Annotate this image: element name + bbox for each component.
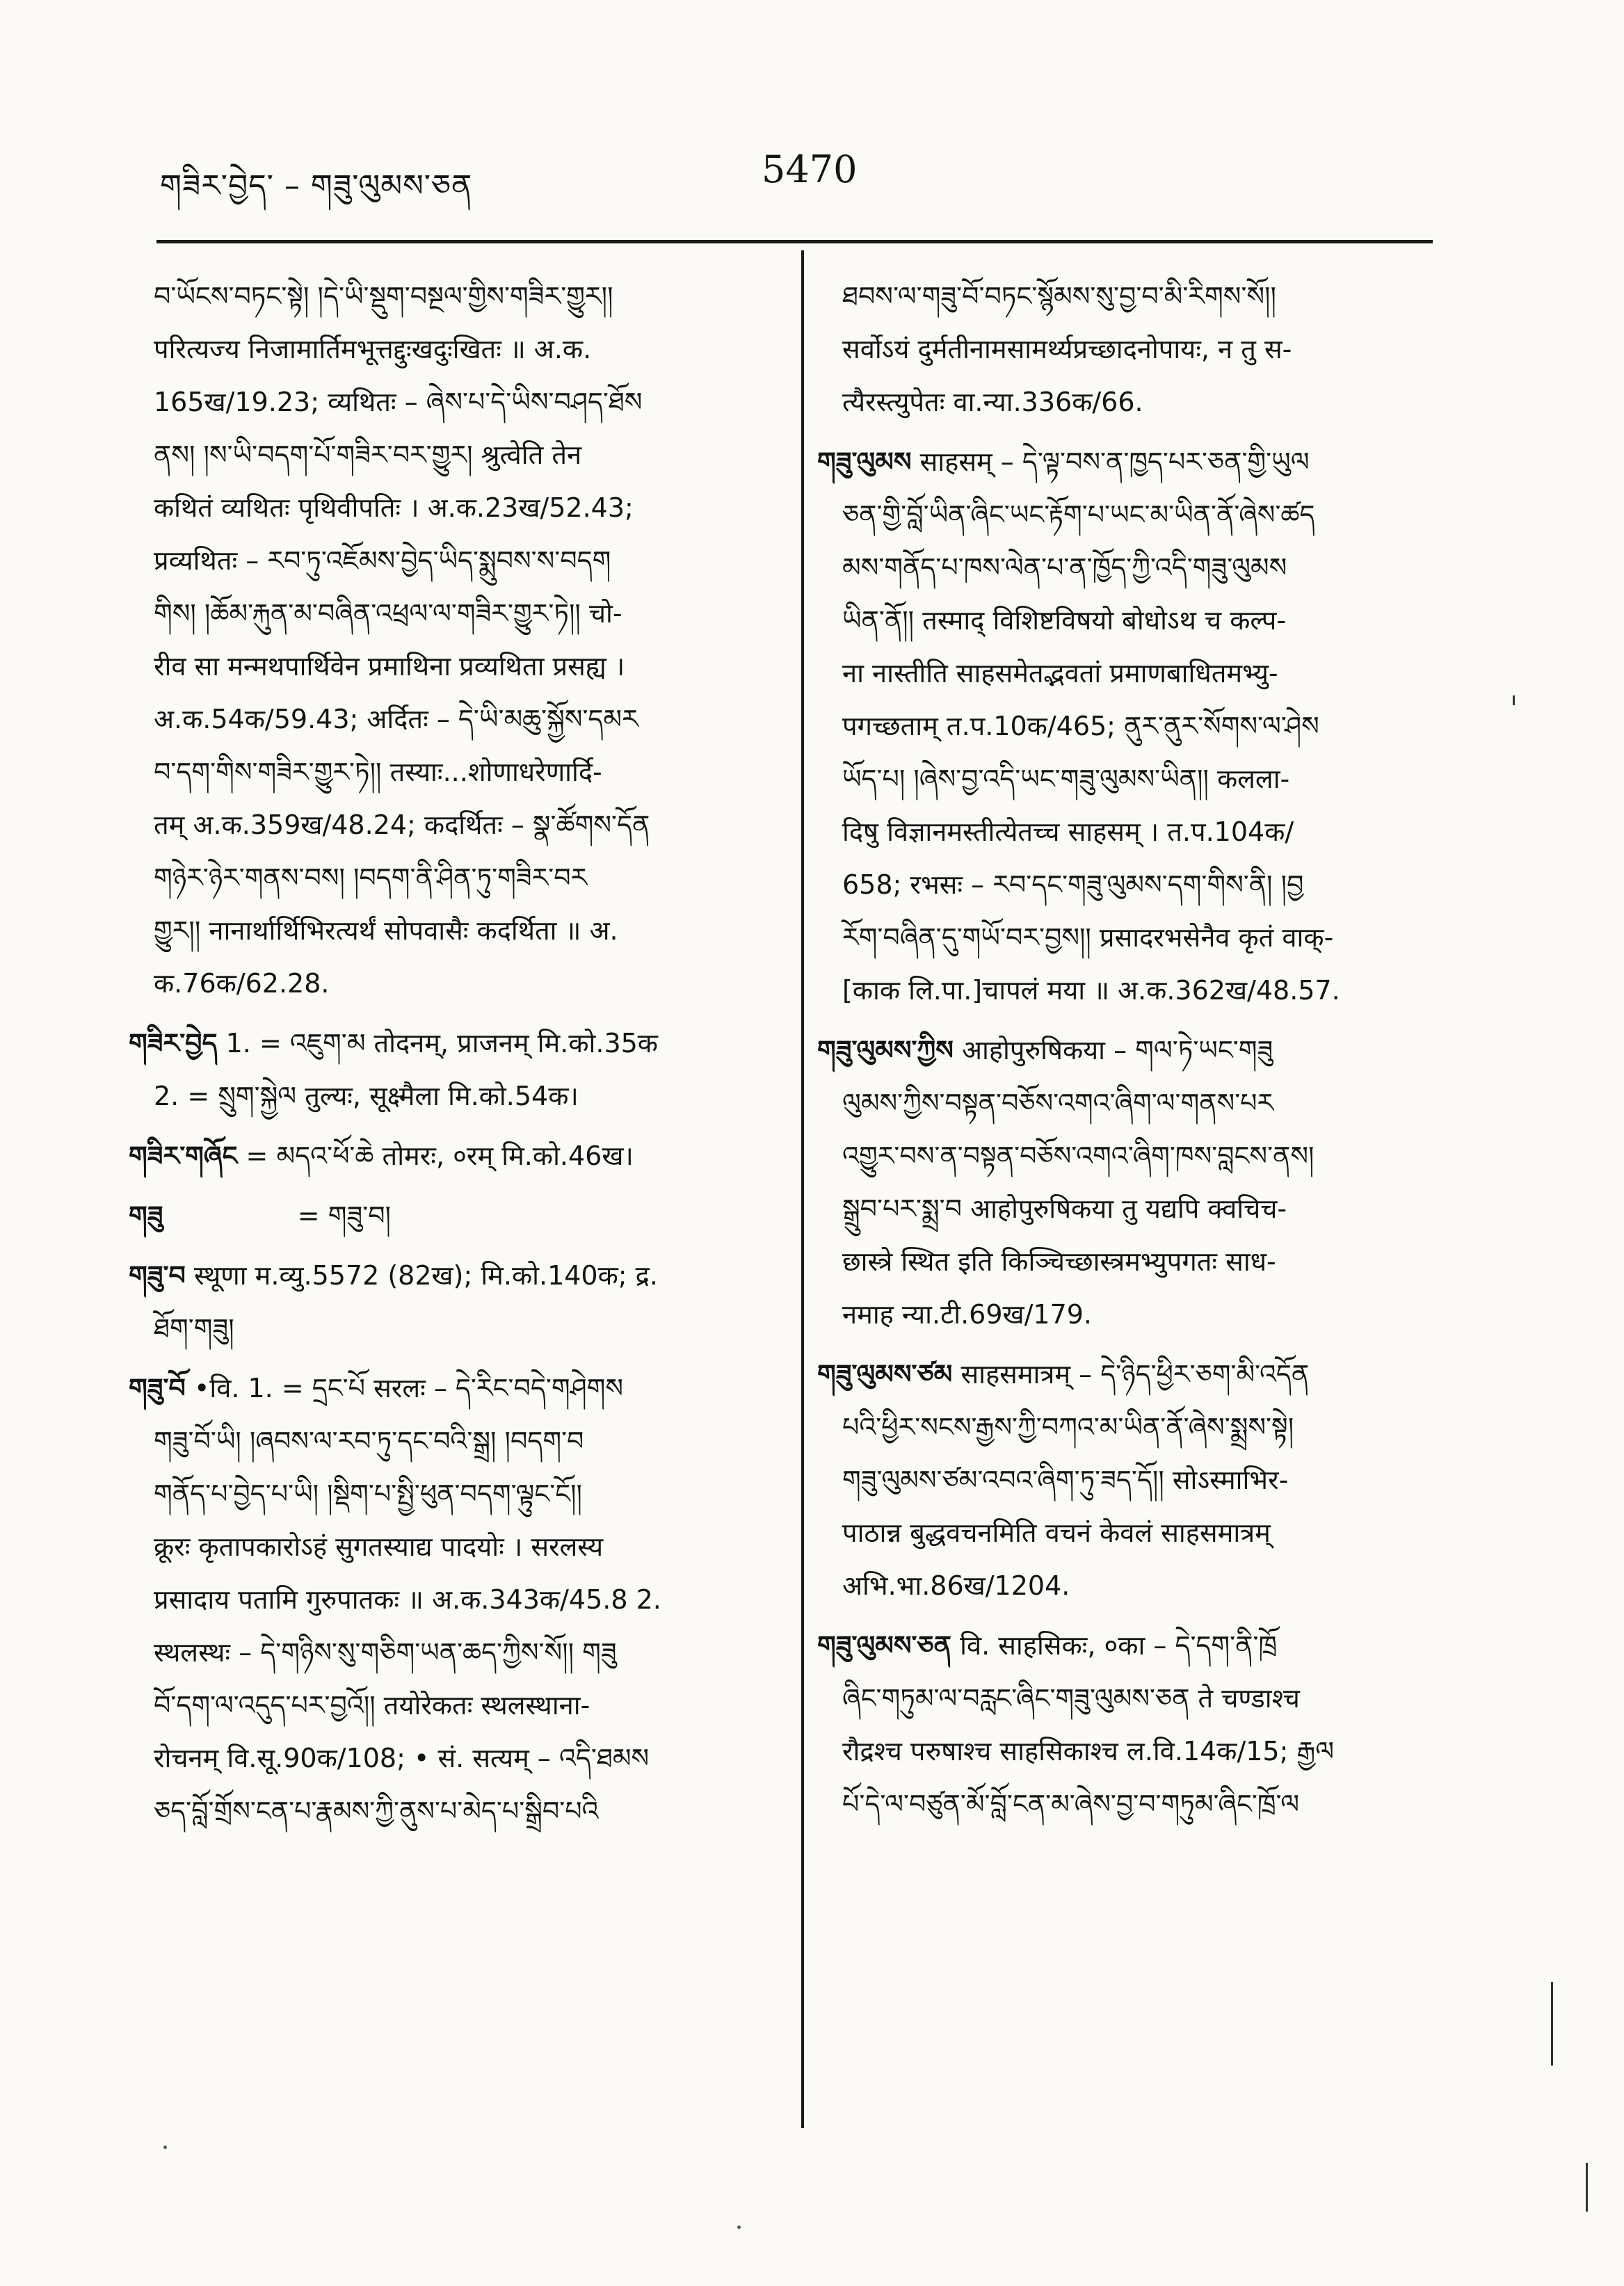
entry-gzu-lums	[817, 435, 1436, 1017]
entry-line: आहोपुरुषिकया – གལ་ཏེ་ཡང་གཟུ	[961, 1035, 1273, 1065]
entry-line: པོ་དེ་ལ་བཙུན་མོ་བློ་ངན་མ་ཞེས་བྱ་བ་གཏུམ་ཞིང་ཁྲོ་ལ	[842, 1789, 1300, 1819]
entry-line: तम् अ.क.359ख/48.24; कदर्थितः – སྣ་ཚོགས་དོན	[154, 810, 650, 840]
entry-line: रीव सा मन्मथपार्थिवेन प्रमाथिना प्रव्यथिता प्रसह्य ।	[154, 651, 625, 682]
entry-gzu-ba	[129, 1249, 769, 1355]
entry-line: •वि. 1. = དྲང་པོ सरलः – དེ་རིང་བདེ་གཤེགས	[193, 1373, 623, 1403]
entry-line: क.76क/62.28.	[154, 968, 330, 999]
entry-line: = གཟུ་བ།	[297, 1200, 391, 1231]
entry-line: གིས། །ཆོམ་རྐུན་མ་བཞིན་འཕྲལ་ལ་གཟིར་གྱུར་ཏེ།། चो-	[154, 598, 622, 629]
scan-speck	[737, 2225, 741, 2229]
headword: གཟུ	[129, 1200, 163, 1231]
entry-line: མས་གནོད་པ་ཁས་ལེན་པ་ན་ཁྱོད་ཀྱི་འདི་གཟུ་ལུམས	[842, 552, 1287, 583]
entry-line: कथितं व्यथितः पृथिवीपतिः । अ.क.23ख/52.43;	[154, 492, 634, 523]
entry-line: त्यैरस्त्युपेतः वा.न्या.336क/66.	[842, 387, 1143, 417]
entry-line: रोचनम् वि.सू.90क/108; • सं. सत्यम् – འདི་ཐམས	[154, 1743, 650, 1773]
entry-line: सर्वोऽयं दुर्मतीनामसामर्थ्यप्रच्छादनोपायः, न तु स-	[842, 334, 1292, 364]
header-rule	[156, 240, 1433, 243]
entry-line: = མདའ་ཕོ་ཆེ तोमरः, ०रम् मि.को.46ख।	[246, 1141, 634, 1171]
entry-gzu-lums-kyis	[817, 1024, 1436, 1341]
headword: གཟིར་གཞོང	[129, 1141, 238, 1171]
entry-line: གཉེར་ཉེར་གནས་བས། །བདག་ནི་ཤིན་ཏུ་གཟིར་བར	[154, 862, 588, 893]
entry-line: साहसमात्रम् – དེ་ཉིད་ཕྱིར་ཅག་མི་འདོན	[960, 1359, 1310, 1390]
entry-line: ཡོད་པ། །ཞེས་བྱ་འདི་ཡང་གཟུ་ལུམས་ཡིན།། कलला-	[842, 764, 1290, 794]
entry-line: प्रसादाय पतामि गुरुपातकः ॥ अ.क.343क/45.8 2.	[154, 1584, 661, 1615]
entry-line: 2. = སྲུག་སྐྱེལ तुल्यः, सूक्ष्मैला मि.को.54क।	[154, 1081, 579, 1111]
entry-line: བོ་དག་ལ་འདུད་པར་བྱའོ།། तयोरेकतः स्थलस्थाना-	[154, 1690, 590, 1721]
entry-line: རོག་བཞིན་དུ་གཡོ་བར་བྱས།། प्रसादरभसेनैव कृतं वाक्-	[842, 922, 1334, 953]
entry-gzu-lums-can	[817, 1619, 1436, 1830]
page-number: 5470	[762, 147, 858, 191]
entry-line: བ་དག་གིས་གཟིར་གྱུར་ཏེ།། तस्याः...शोणाधरेणार्दि-	[154, 757, 602, 787]
scan-mark	[1586, 2163, 1588, 2212]
entry-continuation	[129, 270, 769, 1010]
entry-line: [काक लि.पा.]चापलं मया ॥ अ.क.362ख/48.57.	[842, 975, 1340, 1006]
entry-line: स्थूणा म.व्यु.5572 (82ख); मि.को.140क; द्र.	[193, 1260, 658, 1291]
entry-line: འགྱུར་བས་ན་བསྟན་བཅོས་འགའ་ཞིག་ཁས་བླངས་ནས།	[842, 1141, 1315, 1171]
entry-line: स्थलस्थः – དེ་གཉིས་སུ་གཅིག་ཡན་ཆད་ཀྱིས་སོ།། གཟུ	[154, 1637, 617, 1668]
entry-line: ཞིང་གཏུམ་ལ་བརླང་ཞིང་གཟུ་ལུམས་ཅན ते चण्डाश्च	[842, 1683, 1300, 1714]
entry-gzu-lums-tsam	[817, 1348, 1436, 1612]
entry-line: གྱུར།། नानार्थार्थिभिरत्यर्थं सोपवासैः कदर्थिता ॥ अ.	[154, 915, 618, 946]
headword: གཟུ་ལུམས་ཀྱིས	[817, 1035, 954, 1065]
entry-line: ལུམས་ཀྱིས་བསྟན་བཅོས་འགའ་ཞིག་ལ་གནས་པར	[842, 1088, 1274, 1118]
entry-line: 165ख/19.23; व्यथितः – ཞེས་པ་དེ་ཡིས་བཤད་ཐོས	[154, 387, 643, 417]
entry-line: གཟུ་བོ་ཡི། །ཞབས་ལ་རབ་ཏུ་དང་བའི་སྒྲ། །བདག་བ	[154, 1426, 584, 1456]
entry-gzu-bo	[129, 1362, 769, 1837]
entry-line: གཟུ་ལུམས་ཙམ་འབའ་ཞིག་ཏུ་ཟད་དོ།། सोऽस्माभिर-	[842, 1465, 1289, 1495]
entry-line: साहसम् – དེ་ལྟ་བས་ན་ཁྱད་པར་ཅན་གྱི་ཡུལ	[919, 446, 1310, 477]
entry-line: ཅད་བློ་གྲོས་ངན་པ་རྣམས་ཀྱི་ནུས་པ་མེད་པ་སྒྲིབ་པའི	[154, 1796, 599, 1826]
headword: གཟིར་བྱེད	[129, 1028, 218, 1059]
entry-line: ना नास्तीति साहसमेतद्भवतां प्रमाणबाधितमभ्यु-	[842, 658, 1278, 689]
entry-line: སྒྲུབ་པར་སྨྲ་བ आहोपुरुषिकया तु यद्यपि क्वचिच-	[842, 1193, 1287, 1224]
entry-line: 658; रभसः – རབ་དང་གཟུ་ལུམས་དག་གིས་ནི། །བྱ	[842, 869, 1304, 900]
entry-line: पाठान्न बुद्धवचनमिति वचनं केवलं साहसमात्रम्	[842, 1518, 1271, 1548]
entry-line: प्रव्यथितः – རབ་ཏུ་འཇོམས་བྱེད་ཡིད་སྨུབས་ས་བདག	[154, 545, 611, 576]
entry-line: ཐོག་གཟུ།	[154, 1313, 234, 1344]
headword: གཟུ་ལུམས	[817, 446, 912, 477]
entry-line: अ.क.54क/59.43; अर्दितः – དེ་ཡི་མཆུ་སྐྱོས་དམར	[154, 704, 638, 734]
headword: གཟུ་བ	[129, 1260, 186, 1291]
entry-line: པའི་ཕྱིར་སངས་རྒྱས་ཀྱི་བཀའ་མ་ཡིན་ནོ་ཞེས་སྨྲས་སྟེ།	[842, 1412, 1294, 1442]
entry-line: ཅན་གྱི་བློ་ཡིན་ཞིང་ཡང་རྟོག་པ་ཡང་མ་ཡིན་ནོ་ཞེས་ཚད	[842, 499, 1315, 530]
entry-gzu	[129, 1189, 769, 1242]
scan-speck	[163, 2146, 167, 2149]
left-column	[129, 270, 769, 1844]
entry-line: अभि.भा.86ख/1204.	[842, 1570, 1070, 1601]
column-divider	[801, 250, 804, 2128]
entry-continuation	[817, 270, 1436, 428]
entry-line: नमाह न्या.टी.69ख/179.	[842, 1299, 1093, 1330]
scan-mark	[1513, 695, 1515, 705]
running-head: གཟིར་བྱེད་ – གཟུ་ལུམས་ཅན	[160, 168, 473, 204]
entry-line: वि. साहसिकः, ०का – དེ་དག་ནི་ཁྲོ	[960, 1630, 1278, 1661]
headword: གཟུ་ལུམས་ཙམ	[817, 1359, 953, 1390]
entry-line: रौद्रश्च परुषाश्च साहसिकाश्च ल.वि.14क/15; རྒྱལ	[842, 1736, 1335, 1766]
entry-line: परित्यज्य निजामार्तिमभूत्तद्दुःखदुःखितः ॥ अ.क.	[154, 334, 592, 364]
entry-line: བ་ཡོངས་བཏང་སྟེ། །དེ་ཡི་སྡུག་བསྔལ་གྱིས་གཟིར་གྱུར།།	[154, 281, 613, 312]
entry-line: दिषु विज्ञानमस्तीत्येतच्च साहसम् । त.प.104क/	[842, 816, 1294, 847]
entry-line: पगच्छताम् त.प.10क/465; ནུར་ནུར་སོགས་ལ་ཤེས	[842, 711, 1319, 741]
entry-gzir-byed	[129, 1017, 769, 1122]
entry-line: छास्त्रे स्थित इति किञ्चिच्छास्त्रमभ्युपगतः साध-	[842, 1246, 1276, 1277]
entry-line: क्रूरः कृतापकारोऽहं सुगतस्याद्य पादयोः । सरलस्य	[154, 1531, 604, 1562]
headword: གཟུ་ལུམས་ཅན	[817, 1630, 952, 1661]
entry-line: 1. = འཇུག་མ तोदनम्, प्राजनम् मि.को.35क	[225, 1028, 658, 1059]
right-column	[817, 270, 1436, 1837]
entry-line: གནོད་པ་བྱེད་པ་ཡི། །སྡིག་པ་སྤྱི་ཕུན་བདག་ལྟུང་ངོ།།	[154, 1479, 582, 1509]
entry-gzir-gzhong	[129, 1129, 769, 1182]
headword: གཟུ་བོ	[129, 1373, 186, 1403]
entry-line: ནས། །ས་ཡི་བདག་པོ་གཟིར་བར་གྱུར། श्रुत्वेति तेन	[154, 440, 582, 470]
entry-line: ཐབས་ལ་གཟུ་བོ་བཏང་སྙོམས་སུ་བྱ་བ་མི་རིགས་སོ།།	[842, 281, 1276, 312]
scan-mark	[1551, 1982, 1553, 2066]
entry-line: ཡིན་ནོ།། तस्माद् विशिष्टविषयो बोधोऽथ च कल्प-	[842, 605, 1287, 636]
